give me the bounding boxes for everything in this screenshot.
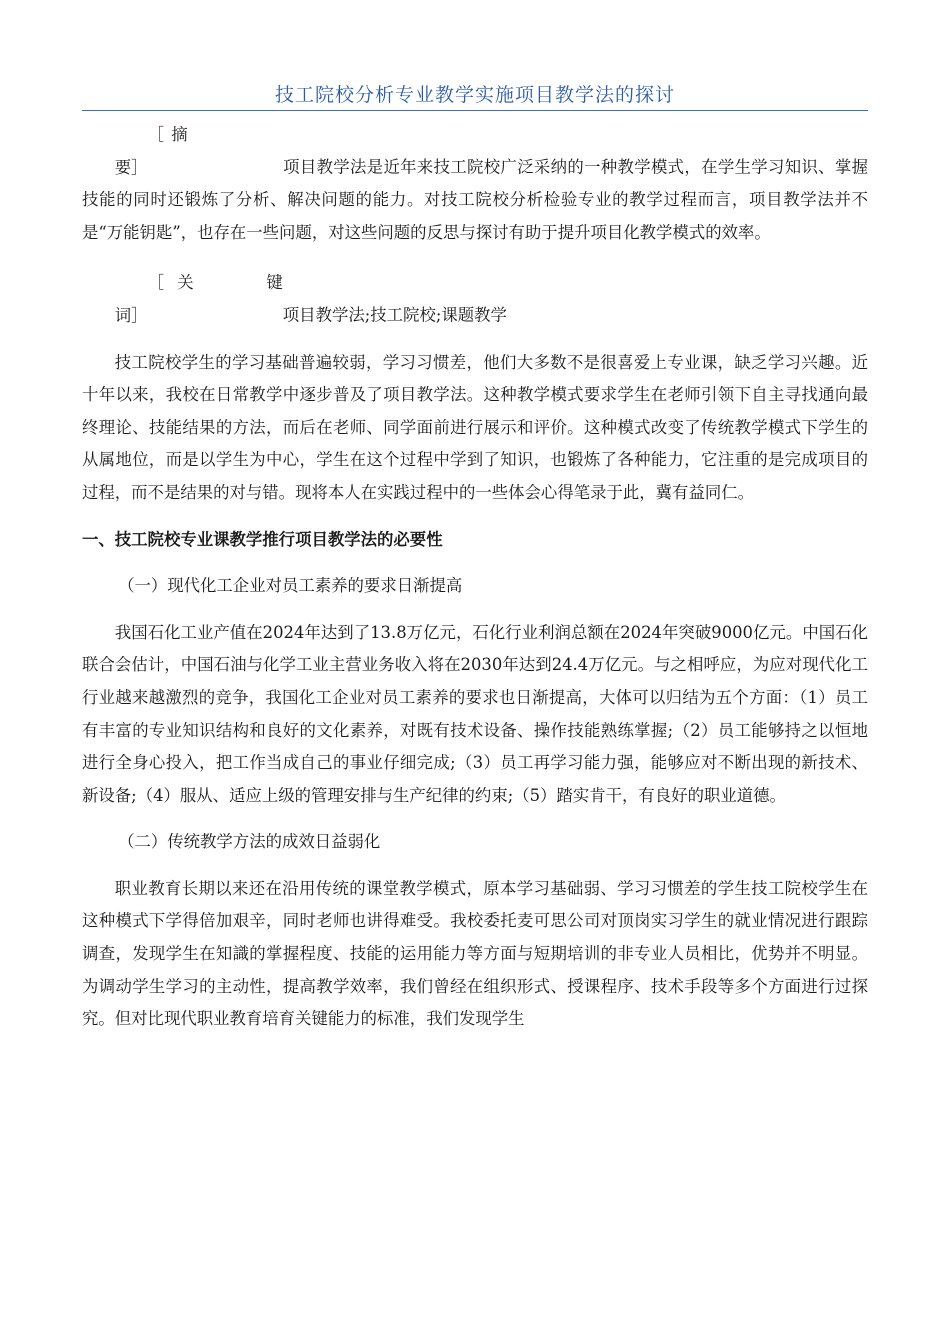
keywords-label: ［关 键 词］ bbox=[114, 273, 316, 325]
subsection-heading-2: （二）传统教学方法的成效日益弱化 bbox=[118, 832, 381, 852]
abstract-label bbox=[115, 119, 283, 184]
intro-paragraph: 技工院校学生的学习基础普遍较弱，学习习惯差，他们大多数不是很喜爱上专业课，缺乏学习兴趣。近十年以来，我校在日常教学中逐步普及了项目教学法。这种教学模式要求学生在老师引领下自主寻找通向最终理论、技能结果的方法，而后在老师、同学面前进行展示和评价。这种模式改变了传统教学模式下学生的从属地位，而是以学生为中心，学生在这个过程中学到了知识，也锻炼了各种能力，它注重的是完成项目的过程，而不是结果的对与错。现将本人在实践过程中的一些体会心得笔录于此，冀有益同仁。 bbox=[82, 352, 868, 502]
subsection-heading-1: （一）现代化工企业对员工素养的要求日渐提高 bbox=[118, 576, 463, 596]
abstract-paragraph bbox=[82, 119, 868, 249]
document-body bbox=[82, 119, 868, 1036]
abstract-text: 项目教学法是近年来技工院校广泛采纳的一种教学模式，在学生学习知识、掌握技能的同时还锻炼了分析、解决问题的能力。对技工院校分析检验专业的教学过程而言，项目教学法并不是“万能钥匙”，也存在一些问题，对这些问题的反思与探讨有助于提升项目化教学模式的效率。 bbox=[82, 157, 868, 242]
section-heading-1: 一、技工院校专业课教学推行项目教学法的必要性 bbox=[82, 529, 443, 549]
subsection-paragraph-2: 职业教育长期以来还在沿用传统的课堂教学模式，原本学习基础弱、学习习惯差的学生技工院校学生在这种模式下学得倍加艰辛，同时老师也讲得难受。我校委托麦可思公司对顶岗实习学生的就业情况进行跟踪调查，发现学生在知識的掌握程度、技能的运用能力等方面与短期培训的非专业人员相比，优势并不明显。为调动学生学习的主动性，提高教学效率，我们曾经在组织形式、授课程序、技术手段等多个方面进行过探究。但对比现代职业教育培育关键能力的标准，我们发现学生 bbox=[82, 878, 868, 1029]
keywords-text: 项目教学法;技工院校;课题教学 bbox=[282, 305, 507, 325]
title-bar bbox=[82, 82, 868, 111]
keywords-paragraph bbox=[82, 267, 868, 332]
document-title: 技工院校分析专业教学实施项目教学法的探讨 bbox=[274, 84, 675, 106]
abstract-label-close: 要］ bbox=[114, 157, 148, 177]
abstract-label-open: ［摘 bbox=[147, 125, 195, 144]
subsection-paragraph-1: 我国石化工业产值在2024年达到了13.8万亿元，石化行业利润总额在2024年突破9000亿元。中国石化联合会估计，中国石油与化学工业主营业务收入将在2030年达到24.4万亿元。与之相呼应，为应对现代化工行业越来越激烈的竞争，我国化工企业对员工素养的要求也日渐提高，大体可以归结为五个方面：（1）员工有丰富的专业知识结构和良好的文化素养，对既有技术设备、操作技能熟练掌握;（2）员工能够持之以恒地进行全身心投入，把工作当成自己的事业仔细完成;（3）员工再学习能力强，能够应对不断出现的新技术、新设备;（4）服从、适应上级的管理安排与生产纪律的约束;（5）踏实肯干，有良好的职业道德。 bbox=[82, 622, 868, 805]
